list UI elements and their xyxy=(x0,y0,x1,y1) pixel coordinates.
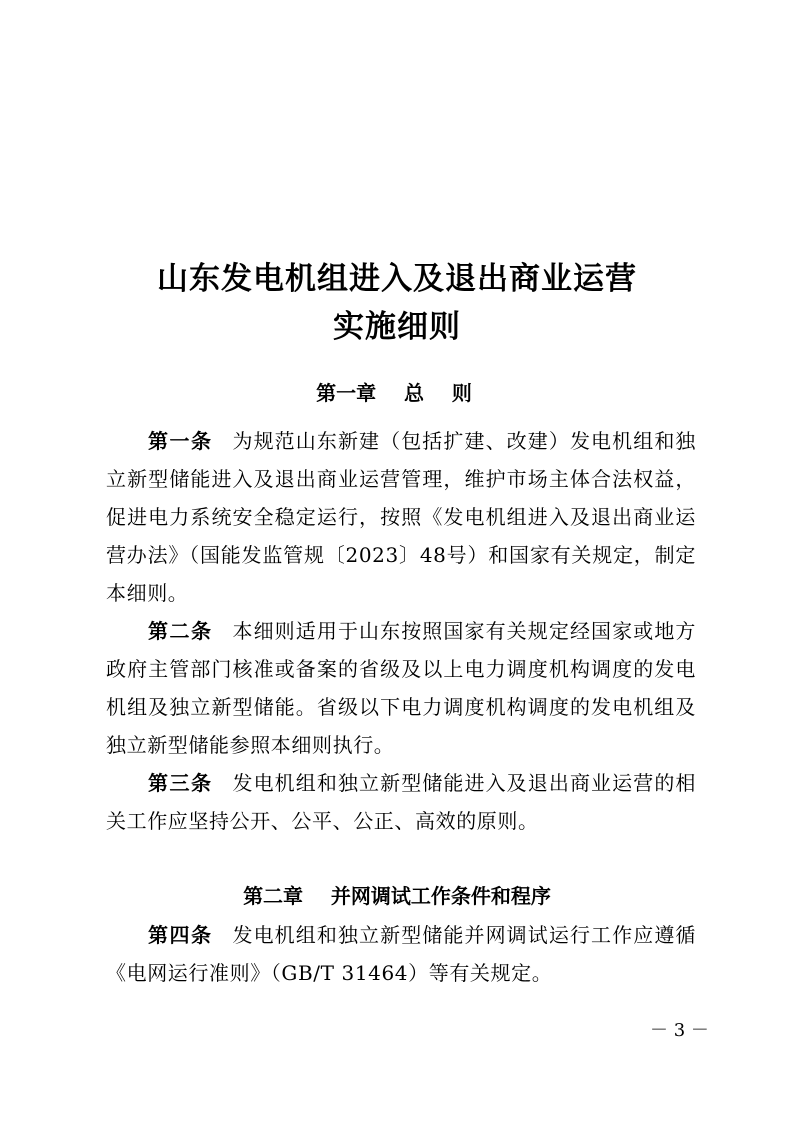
article-2-label: 第二条 xyxy=(148,619,213,643)
article-2 xyxy=(106,612,696,764)
article-4 xyxy=(106,916,696,992)
article-4-text: 发电机组和独立新型储能并网调试运行工作应遵循《电网运行准则》（GB/T 31464）等有关规定。 xyxy=(106,923,697,985)
article-4-label: 第四条 xyxy=(148,923,213,947)
article-3-text: 发电机组和独立新型储能进入及退出商业运营的相关工作应坚持公开、公平、公正、高效的原则。 xyxy=(106,771,697,833)
article-1 xyxy=(106,422,696,612)
page-number: － 3 － xyxy=(650,1020,709,1041)
article-2-text: 本细则适用于山东按照国家有关规定经国家或地方政府主管部门核准或备案的省级及以上电力调度机构调度的发电机组及独立新型储能。省级以下电力调度机构调度的发电机组及独立新型储能参照本细则执行。 xyxy=(106,619,697,757)
chapter-1-heading: 第一章 总 则 xyxy=(316,381,472,405)
article-1-label: 第一条 xyxy=(148,429,213,453)
article-3 xyxy=(106,764,696,840)
document-title-line-1: 山东发电机组进入及退出商业运营 xyxy=(157,261,637,297)
article-1-text: 为规范山东新建（包括扩建、改建）发电机组和独立新型储能进入及退出商业运营管理，维护市场主体合法权益，促进电力系统安全稳定运行，按照《发电机组进入及退出商业运营办法》（国能发监管规〔2023〕48号）和国家有关规定，制定本细则。 xyxy=(106,429,697,605)
article-3-label: 第三条 xyxy=(148,771,213,795)
chapter-2-heading: 第二章 并网调试工作条件和程序 xyxy=(243,884,551,908)
document-title-line-2: 实施细则 xyxy=(333,309,461,345)
